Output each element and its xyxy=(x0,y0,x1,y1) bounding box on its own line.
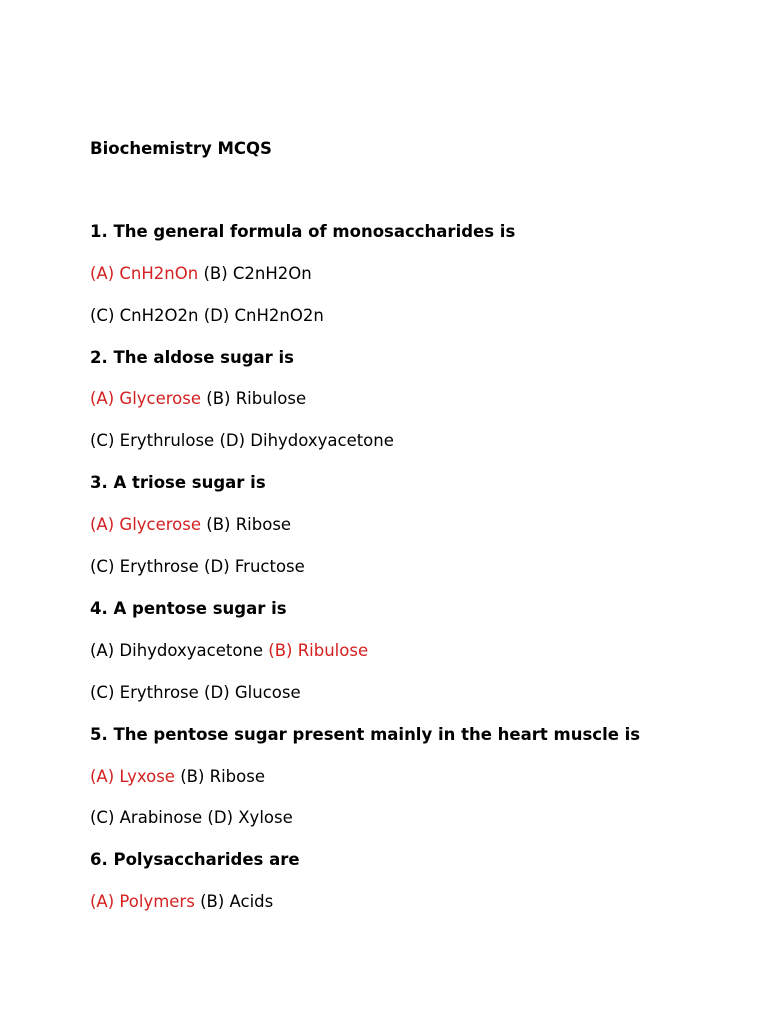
options-line-1b: (C) CnH2O2n (D) CnH2nO2n xyxy=(90,306,324,325)
question-1: 1. The general formula of monosaccharides is xyxy=(90,222,516,241)
options-line-2a xyxy=(90,389,306,409)
option-text: (B) C2nH2On xyxy=(198,264,312,283)
options-line-6a xyxy=(90,892,273,912)
correct-answer: (A) Lyxose xyxy=(90,767,175,786)
correct-answer: (A) Polymers xyxy=(90,892,195,911)
correct-answer: (A) Glycerose xyxy=(90,389,202,408)
option-text: (B) Ribose xyxy=(174,767,266,786)
options-line-5a xyxy=(90,767,265,787)
options-line-1a xyxy=(90,264,312,284)
options-line-3a xyxy=(90,515,291,535)
question-6: 6. Polysaccharides are xyxy=(90,850,300,869)
document-title: Biochemistry MCQS xyxy=(90,139,272,158)
option-text: (B) Ribose xyxy=(201,515,292,534)
correct-answer: (A) Glycerose xyxy=(90,515,202,534)
options-line-5b: (C) Arabinose (D) Xylose xyxy=(90,808,293,827)
question-3: 3. A triose sugar is xyxy=(90,473,266,492)
question-5: 5. The pentose sugar present mainly in the heart muscle is xyxy=(90,725,641,744)
options-line-3b: (C) Erythrose (D) Fructose xyxy=(90,557,305,576)
options-line-2b: (C) Erythrulose (D) Dihydoxyacetone xyxy=(90,431,394,450)
correct-answer: (B) Ribulose xyxy=(268,641,369,660)
correct-answer: (A) CnH2nOn xyxy=(90,264,199,283)
options-line-4a xyxy=(90,641,368,661)
options-line-4b: (C) Erythrose (D) Glucose xyxy=(90,683,301,702)
option-text: (A) Dihydoxyacetone xyxy=(90,641,269,660)
question-2: 2. The aldose sugar is xyxy=(90,348,294,367)
option-text: (B) Ribulose xyxy=(201,389,307,408)
question-4: 4. A pentose sugar is xyxy=(90,599,287,618)
option-text: (B) Acids xyxy=(194,892,274,911)
